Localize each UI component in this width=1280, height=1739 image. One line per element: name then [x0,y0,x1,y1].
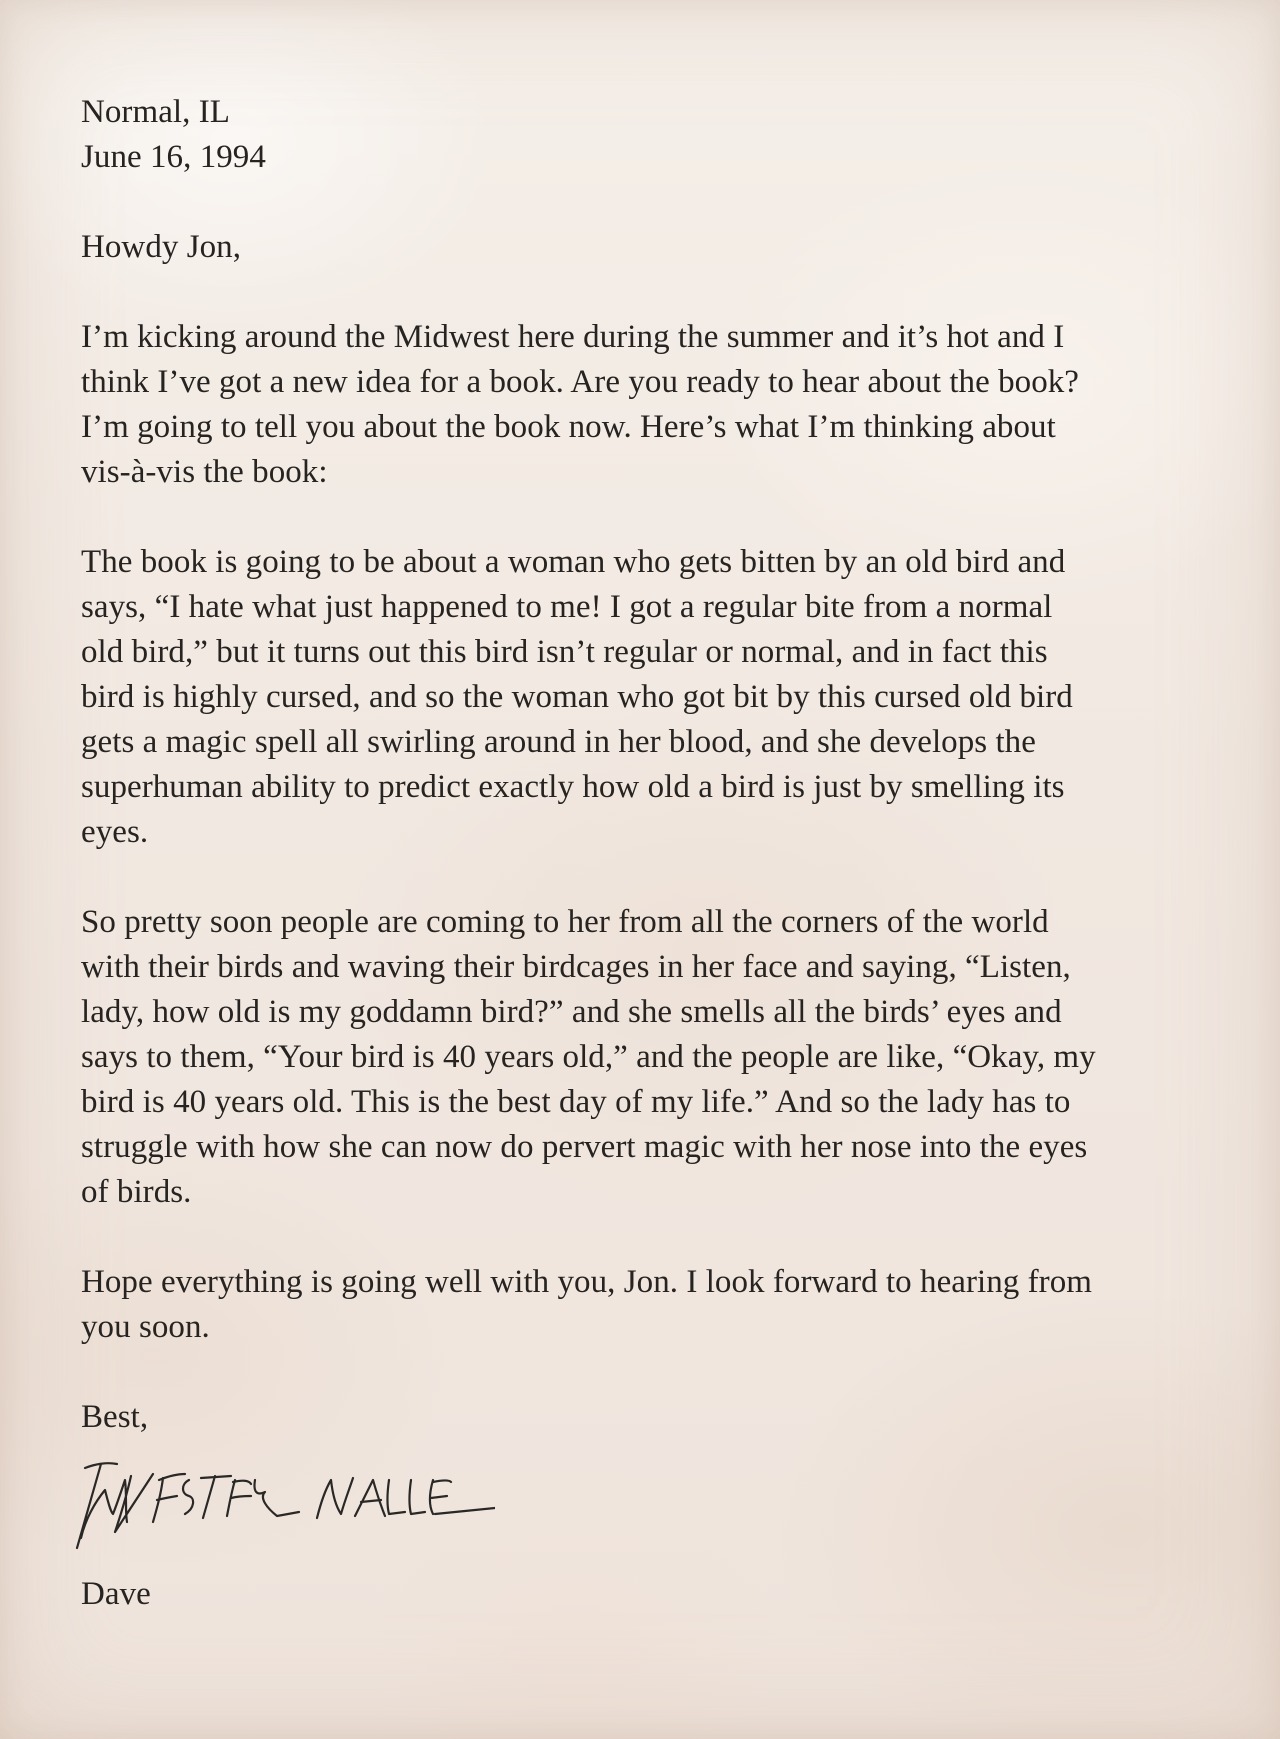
paragraph-line: think I’ve got a new idea for a book. Are you ready to hear about the book? [81,364,1080,400]
paragraph-1 [81,315,1201,495]
paragraph-2 [81,540,1201,855]
paragraph-line: says to them, “Your bird is 40 years old,” and the people are like, “Okay, my [81,1039,1096,1075]
paragraph-4 [81,1260,1201,1350]
paragraph-line: you soon. [81,1309,210,1345]
paragraph-line: vis-à-vis the book: [81,454,328,490]
paragraph-line: of birds. [81,1174,192,1210]
letter-closing: Best, [81,1399,149,1435]
letter-header [81,90,1201,180]
paragraph-line: gets a magic spell all swirling around in her blood, and she develops the [81,724,1036,760]
letter-greeting: Howdy Jon, [81,229,242,265]
letter-place: Normal, IL [81,94,230,130]
paragraph-line: with their birds and waving their birdcages in her face and saying, “Listen, [81,949,1071,985]
paragraph-line: old bird,” but it turns out this bird isn’t regular or normal, and in fact this [81,634,1048,670]
paragraph-line: struggle with how she can now do pervert magic with her nose into the eyes [81,1129,1088,1165]
paragraph-line: So pretty soon people are coming to her from all the corners of the world [81,904,1049,940]
signature-stroke [317,1478,495,1518]
paragraph-line: The book is going to be about a woman who gets bitten by an old bird and [81,544,1066,580]
paragraph-line: superhuman ability to predict exactly how old a bird is just by smelling its [81,769,1065,805]
paragraph-3 [81,900,1201,1215]
paragraph-line: lady, how old is my goddamn bird?” and she smells all the birds’ eyes and [81,994,1062,1030]
paragraph-line: bird is 40 years old. This is the best day of my life.” And so the lady has to [81,1084,1071,1120]
paragraph-line: I’m going to tell you about the book now. Here’s what I’m thinking about [81,409,1056,445]
paragraph-line: says, “I hate what just happened to me! I got a regular bite from a normal [81,589,1053,625]
letter-date: June 16, 1994 [81,139,266,175]
signer-name: Dave [81,1576,151,1612]
paragraph-line: Hope everything is going well with you, Jon. I look forward to hearing from [81,1264,1092,1300]
paragraph-line: I’m kicking around the Midwest here during the summer and it’s hot and I [81,319,1065,355]
handwritten-signature [55,1450,495,1560]
paragraph-line: eyes. [81,814,149,850]
letter-body [81,90,1201,1617]
signature-stroke [153,1474,299,1522]
paragraph-line: bird is highly cursed, and so the woman who got bit by this cursed old bird [81,679,1073,715]
signature-stroke [77,1463,153,1548]
